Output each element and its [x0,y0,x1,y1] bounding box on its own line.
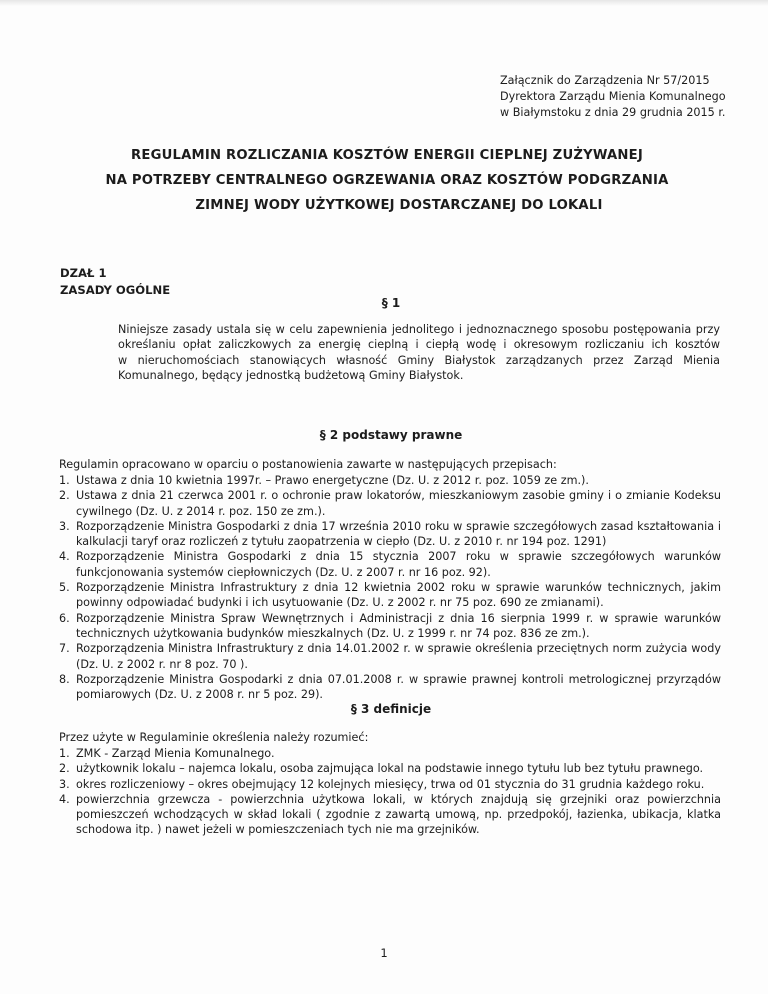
scan-edge [0,0,768,6]
annex-line: w Białymstoku z dnia 29 grudnia 2015 r. [500,106,726,119]
list-item: 1. Ustawa z dnia 10 kwietnia 1997r. – Prawo energetyczne (Dz. U. z 2012 r. poz. 1059 ze zm.). [59,474,589,487]
list-item: 7. Rozporządzenia Ministra Infrastruktury z dnia 14.01.2002 r. w sprawie określenia przeciętnych norm zużycia wody (Dz. U. z 2002 r. nr 8 poz. 70 ). [59,642,721,671]
body-line: określaniu opłat zaliczkowych za energię cieplną i ciepłą wodę i okresowym rozliczaniu ich kosztów [118,338,720,352]
list-item: 2. użytkownik lokalu – najemca lokalu, osoba zajmująca lokal na podstawie innego tytułu lub bez tytułu prawnego. [59,762,704,776]
document-title-line: REGULAMIN ROZLICZANIA KOSZTÓW ENERGII CIEPLNEJ ZUŻYWANEJ [131,148,643,163]
legal-basis-list [59,473,721,702]
list-item: 8. Rozporządzenie Ministra Gospodarki z dnia 07.01.2008 r. w sprawie prawnej kontroli metrologicznej przyrządów pomiarowych (Dz. U. z 2008 r. nr 5 poz. 29). [59,672,721,702]
body-line: w nieruchomościach stanowiących własność Gminy Białystok zarządzanych przez Zarząd Mienia [118,353,720,367]
list-item: 4. powierzchnia grzewcza - powierzchnia użytkowa lokali, w których znajdują się grzejniki oraz powierzchnia pomieszczeń wchodzących w skład lokali ( zgodnie z zawartą umową, np. przedpokój, łazienka, ubikacja, klatka schodowa itp. ) nawet jeżeli w pomieszczeniach tych nie ma grzejników. [59,792,721,837]
annex-line: Załącznik do Zarządzenia Nr 57/2015 [500,74,710,87]
paragraph-heading: § 1 [381,296,401,310]
list-item: 3. okres rozliczeniowy – okres obejmujący 12 kolejnych miesięcy, trwa od 01 stycznia do 31 grudnia każdego roku. [59,777,705,791]
document-title-line: NA POTRZEBY CENTRALNEGO OGRZEWANIA ORAZ KOSZTÓW PODGRZANIA [105,173,669,188]
paragraph-heading: § 3 definicje [350,702,432,716]
annex-note [500,73,760,121]
list-intro: Przez użyte w Regulaminie określenia należy rozumieć: [59,731,369,744]
body-line: Komunalnego, będący jednostką budżetową Gminy Białystok. [118,368,464,382]
list-intro: Regulamin opracowano w oparciu o postanowienia zawarte w następujących przepisach: [59,458,557,471]
paragraph-heading: § 2 podstawy prawne [319,428,463,442]
document-title-line: ZIMNEJ WODY UŻYTKOWEJ DOSTARCZANEJ DO LOKALI [195,198,603,213]
list-item: 6. Rozporządzenie Ministra Spraw Wewnętrznych i Administracji z dnia 16 sierpnia 1999 r. w sprawie warunków technicznych użytkowania budynków mieszkalnych (Dz. U. z 1999 r. nr 74 poz. 836 ze zm.). [59,611,721,640]
body-line: Niniejsze zasady ustala się w celu zapewnienia jednolitego i jednoznacznego sposobu postępowania przy [118,323,720,336]
page-number: 1 [380,946,388,960]
definitions-list [59,746,721,838]
list-item: 3. Rozporządzenie Ministra Gospodarki z dnia 17 września 2010 roku w sprawie szczegółowych zasad kształtowania i kalkulacji taryf oraz rozliczeń z tytułu zaopatrzenia w ciepło (Dz. U. z 2010 r. nr 194 poz. 1291) [59,519,721,549]
section-title: ZASADY OGÓLNE [60,283,171,297]
list-item: 2. Ustawa z dnia 21 czerwca 2001 r. o ochronie praw lokatorów, mieszkaniowym zasobie gminy i o zmianie Kodeksu cywilnego (Dz. U. z 2014 r. poz. 150 ze zm.). [59,489,721,518]
paragraph-body [118,322,720,383]
list-item: 5. Rozporządzenie Ministra Infrastruktury z dnia 12 kwietnia 2002 roku w sprawie warunków technicznych, jakim powinny odpowiadać budynki i ich usytuowanie (Dz. U. z 2002 r. nr 75 poz. 690 ze zmianami). [59,581,721,610]
annex-line: Dyrektora Zarządu Mienia Komunalnego [500,90,726,103]
list-item: 4. Rozporządzenie Ministra Gospodarki z dnia 15 stycznia 2007 roku w sprawie szczegółowych warunków funkcjonowania systemów ciepłowniczych (Dz. U. z 2007 r. nr 16 poz. 92). [59,550,721,579]
list-item: 1. ZMK - Zarząd Mienia Komunalnego. [59,747,275,760]
section-number: DZAŁ 1 [60,266,107,280]
